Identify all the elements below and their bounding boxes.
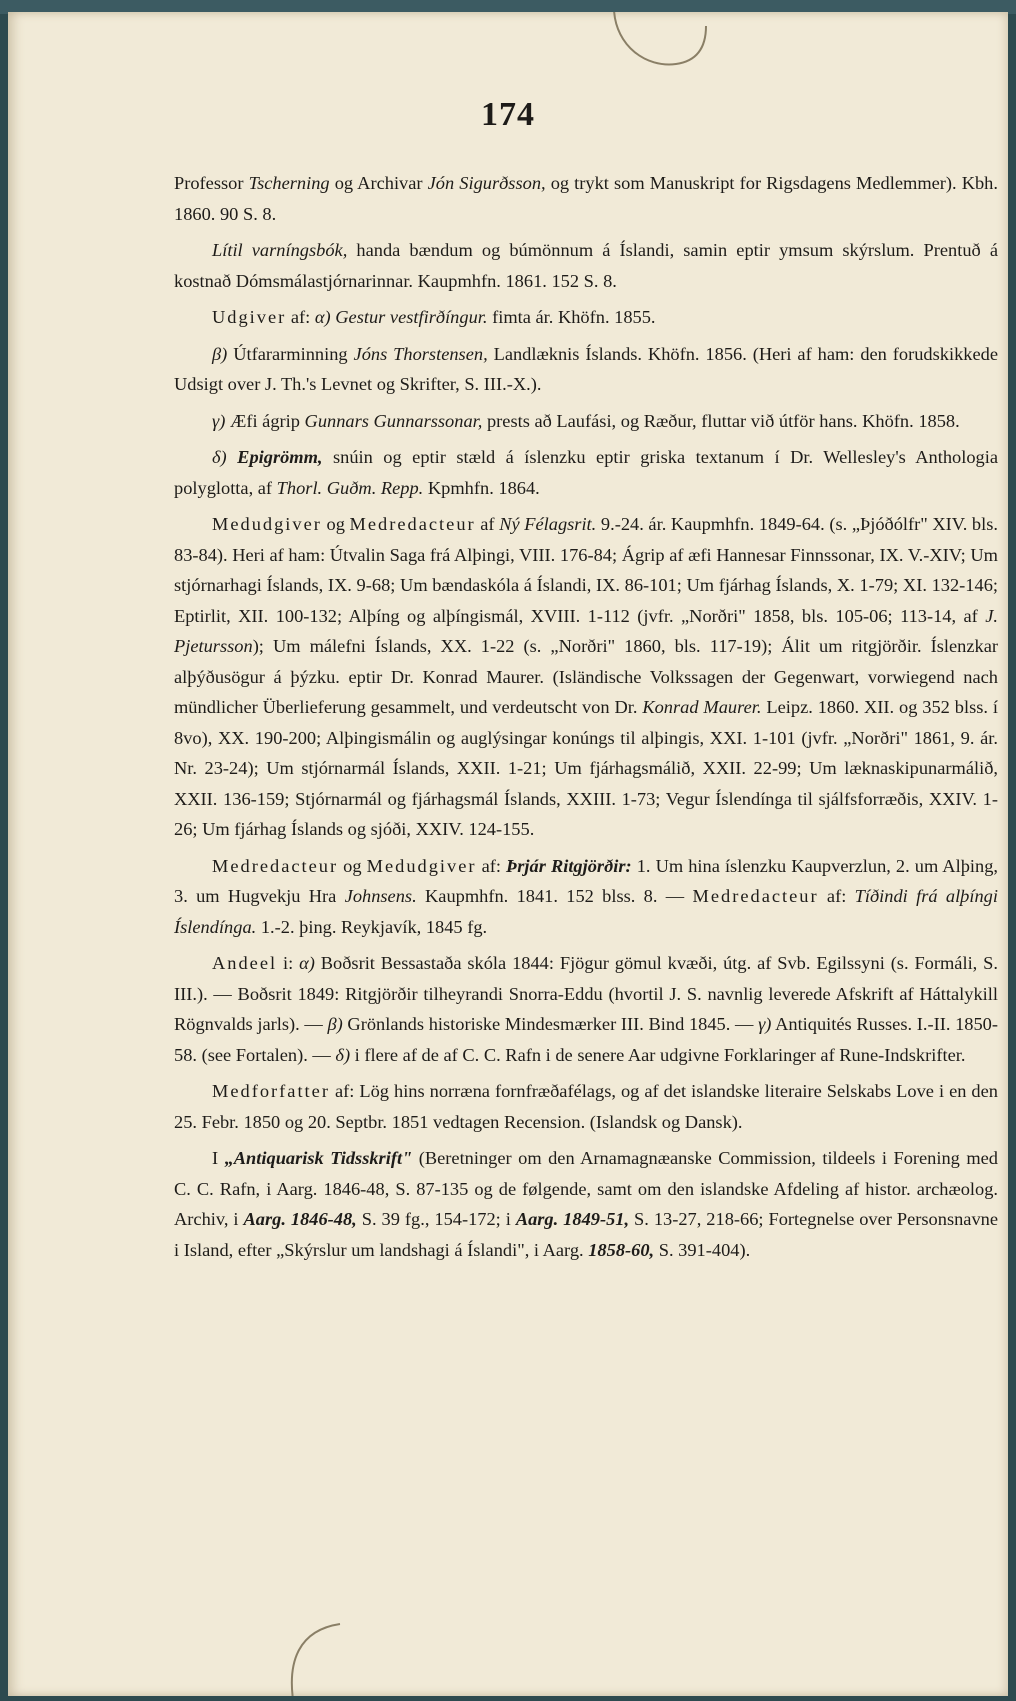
text-run: og [321,514,350,534]
text-run: Tscherning [248,173,330,193]
text-run: β) [212,343,228,364]
text-run: Epigrömm, [237,447,323,467]
text-run: Gunnars Gunnarssonar, [304,410,483,431]
text-run: fimta ár. Khöfn. 1855. [487,307,656,327]
text-run: S. 39 fg., 154-172; i [356,1209,516,1229]
page-body-text [174,168,998,1265]
text-run: og Archivar [329,173,428,193]
text-run: 9.-24. ár. Kaupmhfn. 1849-64. (s. „Þjóðólfr" XIV. bls. 83-84). Heri af ham: Útvalin Saga frá Alþingi, VIII. 176-84; Ágrip af æfi Hannesar Finnssonar, IX. V.-XIV; Um stjórnarhagi Íslands, IX. 9-68; Um bændaskóla á Íslandi, IX. 86-101; Um fjárhag Íslands, X. 1-79; XI. 132-146; Eptirlit, XII. 100-132; Alþíng og alþíngismál, XVIII. 1-112 (jvfr. „Norðri" 1858, bls. 105-06; 113-14, af [174,514,998,626]
paragraph [174,851,998,943]
text-run: af: [286,307,315,327]
page-curl-mark [606,12,710,76]
text-run: „Antiquarisk Tidsskrift" [224,1148,413,1168]
text-run: γ) [212,410,226,431]
text-run: (Beretninger om den Arnamagnæanske Commission, tildeels i Forening med C. C. Rafn, i Aarg. 1846-48, S. 87-135 og de følgende, samt om den islandske Afdeling af histor. archæolog. Archiv, i [174,1148,998,1229]
text-run: δ) [212,447,227,467]
bottom-curl-mark [280,1620,370,1696]
text-run: Ný Félagsrit. [499,514,597,534]
text-run: Medredacteur [212,855,339,876]
text-run: Lítil varníngsbók, [212,240,348,260]
text-run: Antiquités Russes. I.-II. 1850-58. (see Fortalen). — [174,1014,998,1065]
text-run: af [475,514,500,534]
text-run: Leipz. 1860. XII. og 352 blss. í 8vo), XX. 190-200; Alþingismálin og auglýsingar konúngs til alþingis, XXI. 1-101 (jvfr. „Norðri" 1861, 9. ár. Nr. 23-24); Um stjórnarmál Íslands, XXII. 1-21; Um fjárhagsmálið, XXII. 22-99; Um læknaskipunarmálið, XXII. 136-159; Stjórnarmál og fjárhagsmál Íslands, XXIII. 1-73; Vegur Íslendínga til sjálfsforræðis, XXIV. 1-26; Um fjárhag Íslands og sjóði, XXIV. 124-155. [174,697,998,839]
text-run: S. 13-27, 218-66; Fortegnelse over Personsnavne i Island, efter „Skýrslur um landshagi á Íslandi", i Aarg. [174,1209,999,1260]
text-run: og [338,855,367,876]
text-run: Útfararminning [227,343,354,364]
text-run: ); Um málefni Íslands, XX. 1-22 (s. „Norðri" 1860, bls. 117-19); Álit um ritgjörðir. Íslenzkar alþýðusögur á þýzku. eptir Dr. Konrad Maurer. (Isländische Volkssagen der Gegenwart, vorwiegend nach mündlicher Überlieferung gesammelt, und verdeutscht von Dr. [174,636,998,717]
paragraph [174,406,998,437]
text-run: af: [476,855,507,876]
text-run [227,447,237,467]
paragraph [174,442,998,503]
text-run: Medudgiver [212,514,322,534]
text-run: i: [277,953,300,973]
text-run: Thorl. Guðm. Repp. [276,477,424,498]
text-run: 1.-2. þing. Reykjavík, 1845 fg. [256,916,488,937]
paragraph [174,302,998,333]
text-run: δ) [335,1044,351,1065]
text-run: Boðsrit Bessastaða skóla 1844: Fjögur gömul kvæði, útg. af Svb. Egilssyni (s. Formáli, S. III.). — Boðsrit 1849: Ritgjörðir tilheyrandi Snorra-Eddu (hvortil J. S. navnlig leverede Afskrift af Háttalykill Rögnvalds jarls). — [174,953,998,1034]
text-run: γ) [758,1014,772,1034]
text-run: Kaupmhfn. 1841. 152 blss. 8. — [416,886,693,906]
text-run: 1. Um hina íslenzku Kaupverzlun, 2. um Alþing, 3. um Hugvekju Hra [174,855,998,906]
paragraph [174,1143,998,1265]
text-run: Johnsens. [344,886,417,906]
text-run: Medudgiver [366,855,477,876]
paragraph [174,168,998,229]
text-run: Æfi ágrip [225,410,305,431]
text-run: handa bændum og búmönnum á Íslandi, samin eptir ymsum skýrslum. Prentuð á kostnað Dómsmálastjórnarinnar. Kaupmhfn. 1861. 152 S. 8. [174,240,998,291]
text-run: Landlæknis Íslands. Khöfn. 1856. (Heri af ham: den forudskikkede Udsigt over J. Th.'s Levnet og Skrifter, S. III.-X.). [174,343,998,394]
text-run: Aarg. 1849-51, [515,1209,630,1229]
text-run: α) [299,953,315,973]
text-run: Andeel [212,953,278,973]
text-run: prests að Laufási, og Ræður, fluttar við útför hans. Khöfn. 1858. [482,410,960,431]
text-run: af: Lög hins norræna fornfræðafélags, og af det islandske literaire Selskabs Love i en den 25. Febr. 1850 og 20. Septbr. 1851 vedtagen Recension. (Islandsk og Dansk). [174,1081,998,1132]
text-run: β) [327,1014,343,1034]
text-run: Þrjár Ritgjörðir: [506,855,632,876]
text-run: Medforfatter [212,1081,330,1101]
text-run: 1858-60, [588,1239,655,1260]
text-run: snúin og eptir stæld á íslenzku eptir griska textanum í Dr. Wellesley's Anthologia polyglotta, af [174,447,998,498]
text-run: Professor [174,173,249,193]
text-run: Gestur vestfirðíngur. [335,307,488,327]
text-run: J. Pjetursson [174,605,998,656]
page-number: 174 [481,96,535,133]
text-run: I [212,1148,225,1168]
text-run: S. 391-404). [654,1239,751,1260]
text-run: Medredacteur [349,514,476,534]
text-run: Kpmhfn. 1864. [423,477,540,498]
text-run: Jóns Thorstensen, [353,343,488,364]
text-run: Konrad Maurer. [642,697,762,717]
text-run: i flere af de af C. C. Rafn i de senere Aar udgivne Forklaringer af Rune-Indskrifter. [350,1044,966,1065]
text-run: Grönlands historiske Mindesmærker III. Bind 1845. — [342,1014,759,1034]
book-page [8,12,1008,1696]
text-run: Udgiver [212,307,287,327]
paragraph [174,509,998,845]
paragraph [174,948,998,1070]
text-run: Tíðindi frá alþíngi Íslendínga. [174,886,998,937]
paragraph [174,1076,998,1137]
text-run: α) [314,307,331,327]
text-run: af: [818,886,855,906]
text-run: Jón Sigurðsson, [427,173,546,193]
text-run: og trykt som Manuskript for Rigsdagens Medlemmer). Kbh. 1860. 90 S. 8. [174,173,998,224]
text-run: Medredacteur [692,886,819,906]
paragraph [174,235,998,296]
paragraph [174,339,998,400]
text-run: Aarg. 1846-48, [243,1209,357,1229]
